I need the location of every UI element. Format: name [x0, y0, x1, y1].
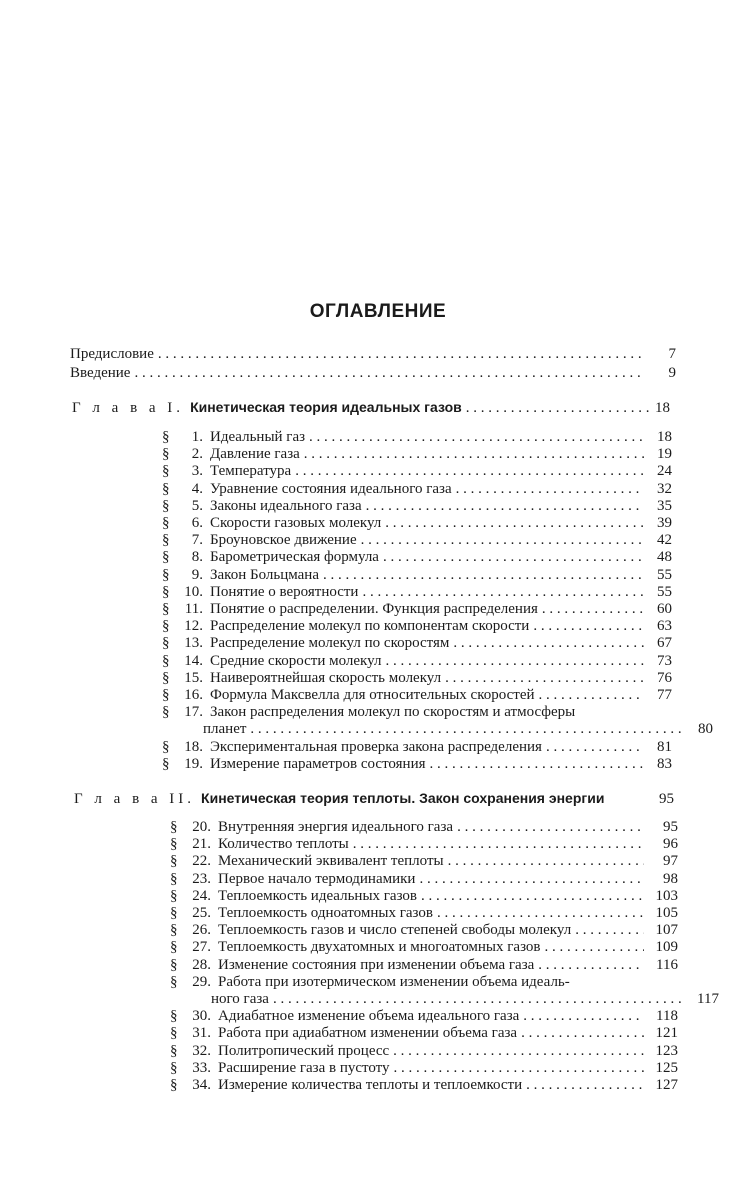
- section-sign: §: [162, 583, 170, 600]
- section-sign: §: [170, 819, 178, 835]
- section-sign: §: [170, 887, 178, 904]
- section-page: 55: [657, 583, 672, 600]
- section-number: 21.: [192, 836, 211, 853]
- toc-section-entry[interactable]: [170, 836, 678, 853]
- dot-leader: [304, 446, 644, 463]
- section-title: Первое начало термодинамики: [218, 870, 416, 887]
- section-sign: §: [162, 618, 170, 635]
- section-page: 117: [697, 991, 719, 1007]
- section-sign: §: [162, 497, 170, 514]
- toc-entry-introduction[interactable]: [70, 365, 676, 382]
- section-sign: §: [162, 704, 170, 721]
- dot-leader: [393, 1043, 644, 1060]
- section-page: 24: [657, 463, 672, 480]
- section-page: 107: [655, 922, 678, 939]
- section-sign: §: [170, 853, 178, 870]
- section-sign: §: [170, 1008, 178, 1025]
- dot-leader: [323, 567, 644, 584]
- section-title: Уравнение состояния идеального газа: [210, 480, 452, 497]
- section-sign: §: [162, 755, 170, 772]
- toc-section-entry[interactable]: [162, 739, 672, 756]
- dot-leader: [419, 871, 644, 888]
- section-number: 15.: [184, 669, 203, 686]
- section-number: 34.: [192, 1077, 211, 1093]
- dot-leader: [523, 1008, 644, 1025]
- section-sign: §: [170, 836, 178, 853]
- section-number: 2.: [191, 446, 203, 463]
- section-number: 8.: [191, 549, 203, 566]
- toc-section-entry[interactable]: [162, 429, 672, 446]
- section-number: 1.: [191, 429, 203, 445]
- section-number: 20.: [192, 819, 211, 835]
- section-title: Закон Больцмана: [210, 566, 319, 583]
- section-page: 67: [657, 635, 672, 652]
- toc-section-entry[interactable]: [170, 957, 678, 974]
- section-title: Политропический процесс: [218, 1042, 390, 1059]
- section-number: 24.: [192, 887, 211, 904]
- section-title: Работа при адиабатном изменении объема газа: [218, 1025, 518, 1042]
- section-number: 6.: [191, 515, 203, 531]
- section-number: 29.: [192, 973, 211, 990]
- section-sign: §: [170, 939, 178, 956]
- dot-leader: [533, 618, 644, 635]
- section-number: 5.: [191, 497, 203, 514]
- section-title-continued: ного газа: [211, 991, 269, 1007]
- section-page: 123: [655, 1042, 678, 1059]
- entry-page: 9: [668, 365, 676, 381]
- toc-section-entry[interactable]: [170, 888, 678, 905]
- toc-section-entry[interactable]: [162, 653, 672, 670]
- section-page: 95: [663, 819, 678, 835]
- toc-section-entry[interactable]: [162, 549, 672, 566]
- section-page: 63: [657, 618, 672, 635]
- dot-leader: [385, 515, 644, 532]
- toc-section-entry[interactable]: [162, 670, 672, 687]
- section-page: 96: [663, 836, 678, 853]
- dot-leader: [575, 922, 644, 939]
- dot-leader: [134, 365, 642, 382]
- chapter-title: Кинетическая теория идеальных газов: [190, 399, 462, 415]
- dot-leader: [362, 584, 644, 601]
- section-title: Внутренняя энергия идеального газа: [218, 819, 454, 835]
- toc-section-entry[interactable]: [162, 515, 672, 532]
- section-title: Теплоемкость одноатомных газов: [218, 905, 433, 921]
- section-page: 19: [657, 446, 672, 463]
- section-title: Количество теплоты: [218, 836, 349, 853]
- section-number: 7.: [191, 532, 203, 549]
- section-number: 22.: [192, 853, 211, 870]
- section-page: 35: [657, 497, 672, 514]
- dot-leader: [453, 635, 644, 652]
- section-title: Теплоемкость идеальных газов: [218, 887, 417, 904]
- section-sign: §: [170, 870, 178, 887]
- toc-section-entry[interactable]: [162, 481, 672, 498]
- dot-leader: [361, 532, 644, 549]
- section-number: 9.: [191, 566, 203, 583]
- section-page: 118: [656, 1008, 678, 1025]
- section-sign: §: [162, 687, 170, 703]
- section-page: 81: [657, 738, 672, 755]
- section-title: Адиабатное изменение объема идеального газа: [218, 1008, 520, 1025]
- chapter-prefix: Г л а в а I.: [72, 400, 185, 416]
- toc-section-entry[interactable]: [170, 974, 678, 991]
- dot-leader: [437, 905, 644, 922]
- toc-section-entry[interactable]: [162, 635, 672, 652]
- toc-section-entry[interactable]: [170, 853, 678, 870]
- section-page: 105: [655, 905, 678, 921]
- section-number: 11.: [184, 601, 203, 617]
- toc-section-entry[interactable]: [162, 532, 672, 549]
- section-sign: §: [162, 480, 170, 497]
- toc-section-continuation: [162, 721, 713, 738]
- toc-section-entry[interactable]: [170, 819, 678, 836]
- section-page: 42: [657, 532, 672, 549]
- section-title: Распределение молекул по компонентам скорости: [210, 618, 530, 635]
- section-title: Теплоемкость газов и число степеней свободы молекул: [218, 922, 572, 939]
- dot-leader: [448, 853, 644, 870]
- section-number: 13.: [184, 635, 203, 652]
- section-title: Закон распределения молекул по скоростям и атмосферы: [210, 704, 576, 721]
- toc-section-entry[interactable]: [170, 871, 678, 888]
- section-sign: §: [162, 549, 170, 566]
- dot-leader: [526, 1077, 644, 1094]
- entry-page: 7: [668, 346, 676, 362]
- section-page: 80: [698, 721, 713, 738]
- section-title-continued: планет: [203, 721, 247, 738]
- section-sign: §: [170, 1059, 178, 1076]
- section-title: Работа при изотермическом изменении объема идеаль-: [218, 973, 570, 990]
- dot-leader: [385, 653, 644, 670]
- section-page: 109: [655, 939, 678, 956]
- toc-section-entry[interactable]: [162, 567, 672, 584]
- section-sign: §: [162, 463, 170, 480]
- section-sign: §: [162, 446, 170, 463]
- toc-section-entry[interactable]: [170, 1025, 678, 1042]
- dot-leader: [542, 601, 644, 618]
- section-sign: §: [170, 922, 178, 939]
- section-number: 32.: [192, 1042, 211, 1059]
- toc-section-entry[interactable]: [170, 905, 678, 922]
- toc-section-entry[interactable]: [170, 1008, 678, 1025]
- dot-leader: [421, 888, 644, 905]
- section-page: 97: [663, 853, 678, 870]
- section-title: Распределение молекул по скоростям: [210, 635, 450, 652]
- section-page: 48: [657, 549, 672, 566]
- toc-section-entry[interactable]: [170, 1077, 678, 1094]
- toc-section-entry[interactable]: [162, 446, 672, 463]
- section-sign: §: [162, 652, 170, 669]
- dot-leader: [353, 836, 644, 853]
- entry-title: Предисловие: [70, 346, 154, 362]
- dot-leader: [538, 957, 644, 974]
- section-sign: §: [162, 429, 170, 445]
- section-title: Температура: [210, 463, 292, 480]
- chapter-page: 95: [659, 791, 674, 807]
- page-title: ОГЛАВЛЕНИЕ: [309, 301, 447, 322]
- section-number: 19.: [184, 755, 203, 772]
- toc-section-entry[interactable]: [170, 1060, 678, 1077]
- section-sign: §: [162, 738, 170, 755]
- toc-section-entry[interactable]: [162, 618, 672, 635]
- section-page: 55: [657, 566, 672, 583]
- section-title: Измерение количества теплоты и теплоемкости: [218, 1077, 523, 1093]
- dot-leader: [456, 481, 644, 498]
- section-number: 23.: [192, 870, 211, 887]
- dot-leader: [273, 991, 685, 1008]
- section-sign: §: [162, 669, 170, 686]
- section-number: 17.: [184, 704, 203, 721]
- section-page: 103: [655, 887, 678, 904]
- section-page: 39: [657, 515, 672, 531]
- section-page: 77: [657, 687, 672, 703]
- section-page: 116: [656, 956, 678, 973]
- dot-leader: [366, 498, 644, 515]
- chapter-heading-2[interactable]: [74, 790, 674, 808]
- dot-leader: [295, 463, 644, 480]
- section-sign: §: [162, 566, 170, 583]
- section-title: Понятие о распределении. Функция распределения: [210, 601, 538, 617]
- section-title: Наивероятнейшая скорость молекул: [210, 669, 442, 686]
- section-title: Идеальный газ: [210, 429, 306, 445]
- dot-leader: [309, 429, 644, 446]
- section-page: 127: [655, 1077, 678, 1093]
- section-page: 83: [657, 755, 672, 772]
- toc-section-entry[interactable]: [162, 601, 672, 618]
- section-title: Расширение газа в пустоту: [218, 1059, 390, 1076]
- dot-leader: [521, 1025, 644, 1042]
- dot-leader: [250, 721, 685, 738]
- section-title: Барометрическая формула: [210, 549, 379, 566]
- toc-entry-preface[interactable]: [70, 346, 676, 363]
- section-page: 18: [657, 429, 672, 445]
- toc-section-continuation: [170, 991, 719, 1008]
- section-page: 125: [655, 1059, 678, 1076]
- section-title: Изменение состояния при изменении объема газа: [218, 956, 535, 973]
- toc-section-entry[interactable]: [162, 756, 672, 773]
- section-title: Механический эквивалент теплоты: [218, 853, 444, 870]
- dot-leader: [457, 819, 644, 836]
- section-title: Понятие о вероятности: [210, 583, 359, 600]
- section-page: 98: [663, 870, 678, 887]
- toc-section-entry[interactable]: [170, 922, 678, 939]
- section-number: 3.: [191, 463, 203, 480]
- section-title: Измерение параметров состояния: [210, 755, 426, 772]
- section-sign: §: [170, 905, 178, 921]
- section-page: 73: [657, 652, 672, 669]
- entry-title: Введение: [70, 365, 131, 381]
- dot-leader: [546, 739, 644, 756]
- section-sign: §: [170, 1025, 178, 1042]
- chapter-page: 18: [655, 400, 670, 416]
- toc-section-entry[interactable]: [162, 687, 672, 704]
- section-sign: §: [170, 956, 178, 973]
- section-number: 30.: [192, 1008, 211, 1025]
- dot-leader: [383, 549, 644, 566]
- section-title: Давление газа: [210, 446, 300, 463]
- section-number: 16.: [184, 687, 203, 703]
- section-sign: §: [170, 1077, 178, 1093]
- toc-section-entry[interactable]: [162, 584, 672, 601]
- section-number: 14.: [184, 652, 203, 669]
- dot-leader: [445, 670, 644, 687]
- toc-section-entry[interactable]: [170, 1043, 678, 1060]
- dot-leader: [466, 400, 651, 417]
- section-number: 4.: [191, 480, 203, 497]
- toc-section-entry[interactable]: [162, 498, 672, 515]
- section-page: 76: [657, 669, 672, 686]
- chapter-heading-1[interactable]: [72, 399, 670, 417]
- section-sign: §: [162, 601, 170, 617]
- toc-section-entry[interactable]: [170, 939, 678, 956]
- section-sign: §: [162, 635, 170, 652]
- dot-leader: [539, 687, 644, 704]
- chapter-title: Кинетическая теория теплоты. Закон сохранения энергии: [201, 790, 605, 806]
- dot-leader: [430, 756, 645, 773]
- section-number: 18.: [184, 738, 203, 755]
- section-sign: §: [162, 515, 170, 531]
- section-title: Средние скорости молекул: [210, 652, 382, 669]
- toc-section-entry[interactable]: [162, 704, 672, 721]
- section-sign: §: [170, 1042, 178, 1059]
- section-sign: §: [162, 532, 170, 549]
- section-number: 26.: [192, 922, 211, 939]
- section-number: 27.: [192, 939, 211, 956]
- dot-leader: [545, 939, 645, 956]
- chapter-prefix: Г л а в а II.: [74, 791, 196, 807]
- section-sign: §: [170, 973, 178, 990]
- section-number: 12.: [184, 618, 203, 635]
- section-title: Формула Максвелла для относительных скоростей: [210, 687, 535, 703]
- toc-section-entry[interactable]: [162, 463, 672, 480]
- section-page: 121: [655, 1025, 678, 1042]
- section-number: 28.: [192, 956, 211, 973]
- dot-leader: [158, 346, 642, 363]
- section-title: Броуновское движение: [210, 532, 357, 549]
- section-number: 25.: [192, 905, 211, 921]
- section-number: 31.: [192, 1025, 211, 1042]
- dot-leader: [394, 1060, 644, 1077]
- section-title: Теплоемкость двухатомных и многоатомных газов: [218, 939, 541, 956]
- section-number: 33.: [192, 1059, 211, 1076]
- section-page: 32: [657, 480, 672, 497]
- section-title: Экспериментальная проверка закона распределения: [210, 738, 542, 755]
- section-number: 10.: [184, 583, 203, 600]
- section-title: Скорости газовых молекул: [210, 515, 382, 531]
- section-page: 60: [657, 601, 672, 617]
- section-title: Законы идеального газа: [210, 497, 362, 514]
